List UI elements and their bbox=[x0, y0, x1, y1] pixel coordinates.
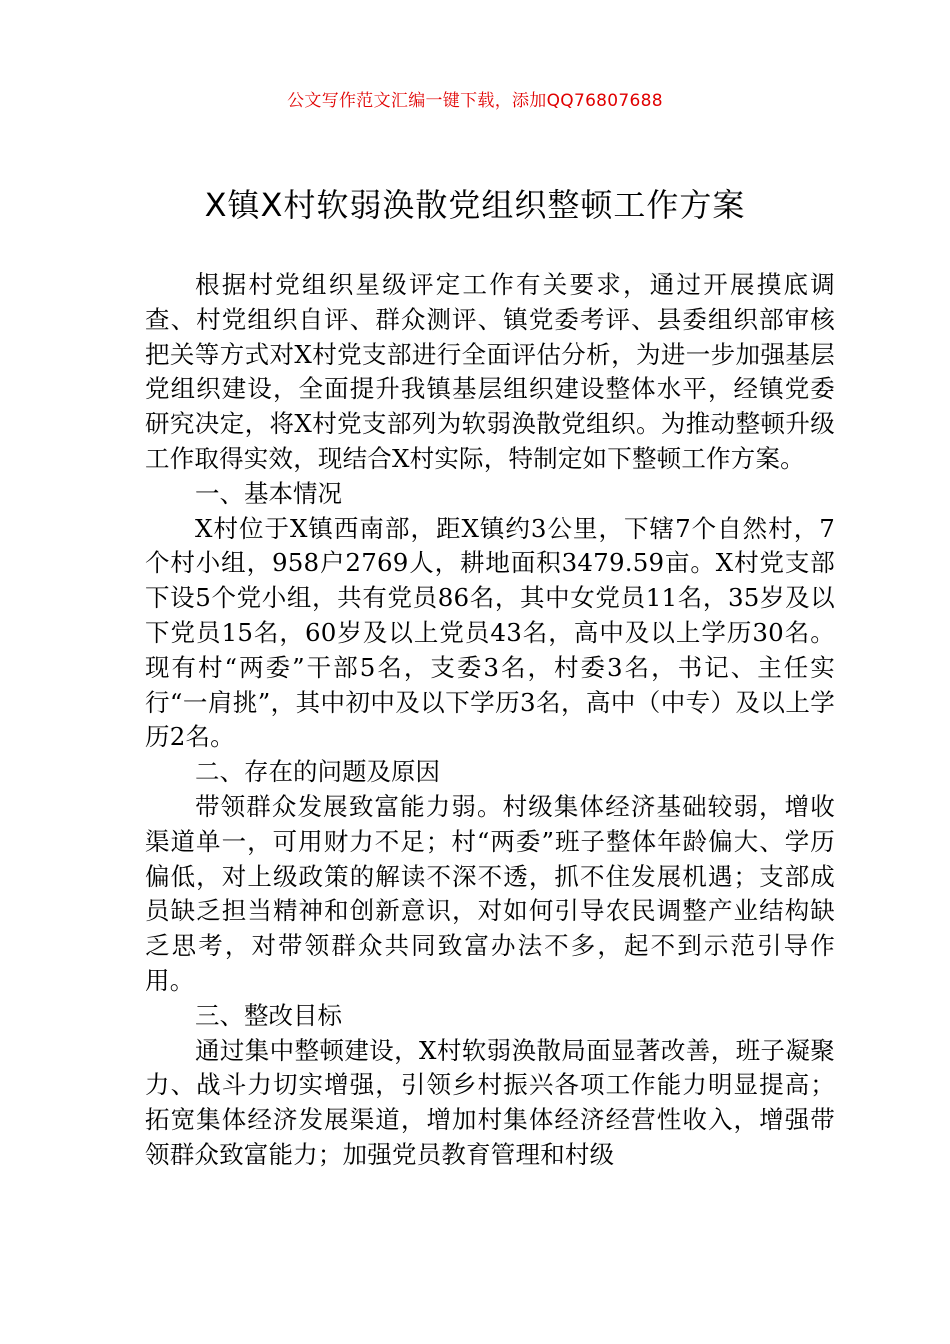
document-title: X镇X村软弱涣散党组织整顿工作方案 bbox=[204, 186, 746, 224]
section-heading-goals: 三、整改目标 bbox=[195, 1000, 342, 1030]
section-paragraph-basic-situation: X村位于X镇西南部，距X镇约3公里，下辖7个自然村，7个村小组，958户2769人，耕地面积3479.59亩。X村党支部下设5个党小组，共有党员86名，其中女党员11名，35岁及以下党员15名，60岁及以上党员43名，高中及以上学历30名。现有村“两委”干部5名，支委3名，村委3名，书记、主任实行“一肩挑”，其中初中及以下学历3名，高中（中专）及以上学历2名。 bbox=[145, 513, 835, 752]
section-heading-basic-situation: 一、基本情况 bbox=[195, 478, 342, 508]
section-paragraph-goals: 通过集中整顿建设，X村软弱涣散局面显著改善，班子凝聚力、战斗力切实增强，引领乡村振兴各项工作能力明显提高；拓宽集体经济发展渠道，增加村集体经济经营性收入，增强带领群众致富能力；加强党员教育管理和村级 bbox=[145, 1035, 835, 1169]
intro-paragraph: 根据村党组织星级评定工作有关要求，通过开展摸底调查、村党组织自评、群众测评、镇党委考评、县委组织部审核把关等方式对X村党支部进行全面评估分析，为进一步加强基层党组织建设，全面提升我镇基层组织建设整体水平，经镇党委研究决定，将X村党支部列为软弱涣散党组织。为推动整顿升级工作取得实效，现结合X村实际，特制定如下整顿工作方案。 bbox=[145, 270, 835, 473]
section-paragraph-problems: 带领群众发展致富能力弱。村级集体经济基础较弱，增收渠道单一，可用财力不足；村“两委”班子整体年龄偏大、学历偏低，对上级政策的解读不深不透，抓不住发展机遇；支部成员缺乏担当精神和创新意识，对如何引导农民调整产业结构缺乏思考，对带领群众共同致富办法不多，起不到示范引导作用。 bbox=[145, 791, 835, 995]
document-body bbox=[145, 268, 835, 1173]
download-promo-note: 公文写作范文汇编一键下载，添加QQ76807688 bbox=[287, 91, 663, 111]
section-heading-problems: 二、存在的问题及原因 bbox=[195, 757, 440, 787]
